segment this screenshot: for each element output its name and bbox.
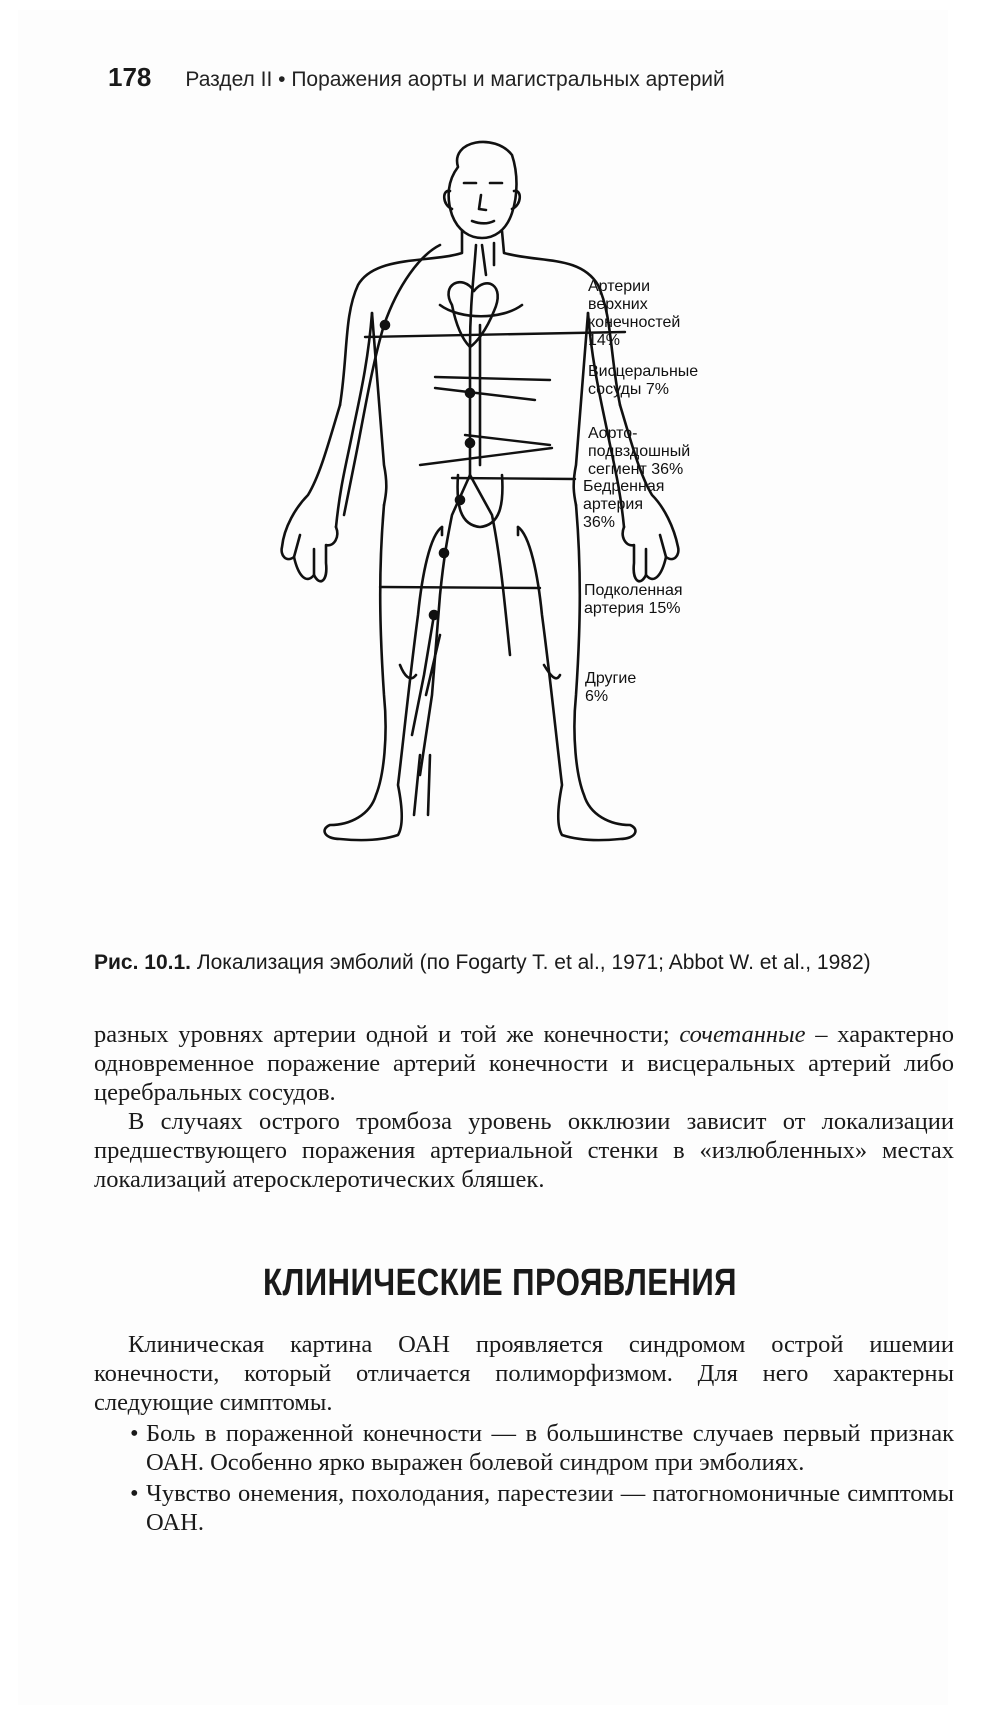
paragraph-3: Клиническая картина ОАН проявляется синдромом острой ишемии конечности, который отличается полиморфизмом. Для него характерны следующие симптомы. <box>94 1331 954 1416</box>
paragraph-2: В случаях острого тромбоза уровень окклюзии зависит от локализации предшествующего поражения артериальной стенки в «излюбленных» местах локализаций атеросклеротических бляшек. <box>94 1108 954 1193</box>
label-aorto-iliac-segment: Аорто-подвздошный сегмент 36% <box>588 425 691 478</box>
caption-text: Локализация эмболий (по Fogarty T. et al., 1971; Abbot W. et al., 1982) <box>190 951 871 974</box>
caption-label: Рис. 10.1. <box>94 951 191 974</box>
emphasis-term: сочетанные <box>679 1021 806 1048</box>
body-outline-illustration <box>280 135 700 935</box>
label-upper-limb-arteries: Артерии верхних конечностей 14% <box>588 278 681 349</box>
label-femoral-artery: Бедренная артерия 36% <box>583 478 665 531</box>
label-visceral-vessels: Висцеральные сосуды 7% <box>588 363 699 398</box>
figure-caption <box>94 951 954 975</box>
figure-body-diagram <box>280 135 700 935</box>
body-text-top <box>94 1020 954 1194</box>
body-text-bottom <box>94 1330 954 1537</box>
list-item: • Боль в пораженной конечности — в большинстве случаев первый признак ОАН. Особенно ярко выражен болевой синдром при эмболиях. <box>130 1420 954 1476</box>
running-head: Раздел II • Поражения аорты и магистральных артерий <box>185 68 725 91</box>
symptom-list <box>94 1419 954 1537</box>
bullet-icon: • <box>130 1480 139 1507</box>
label-other: Другие 6% <box>585 670 637 705</box>
label-popliteal-artery: Подколенная артерия 15% <box>584 582 683 617</box>
page-number: 178 <box>108 62 152 92</box>
section-heading: КЛИНИЧЕСКИЕ ПРОЯВЛЕНИЯ <box>263 1262 737 1304</box>
paragraph-1: разных уровнях артерии одной и той же конечности; сочетанные – характерно одновременное поражение артерий конечности и висцеральных артерий либо церебральных сосудов. <box>94 1021 954 1106</box>
page-header <box>108 62 725 93</box>
list-item: • Чувство онемения, похолодания, парестезии — патогномоничные симптомы ОАН. <box>130 1480 954 1536</box>
bullet-icon: • <box>130 1420 139 1447</box>
